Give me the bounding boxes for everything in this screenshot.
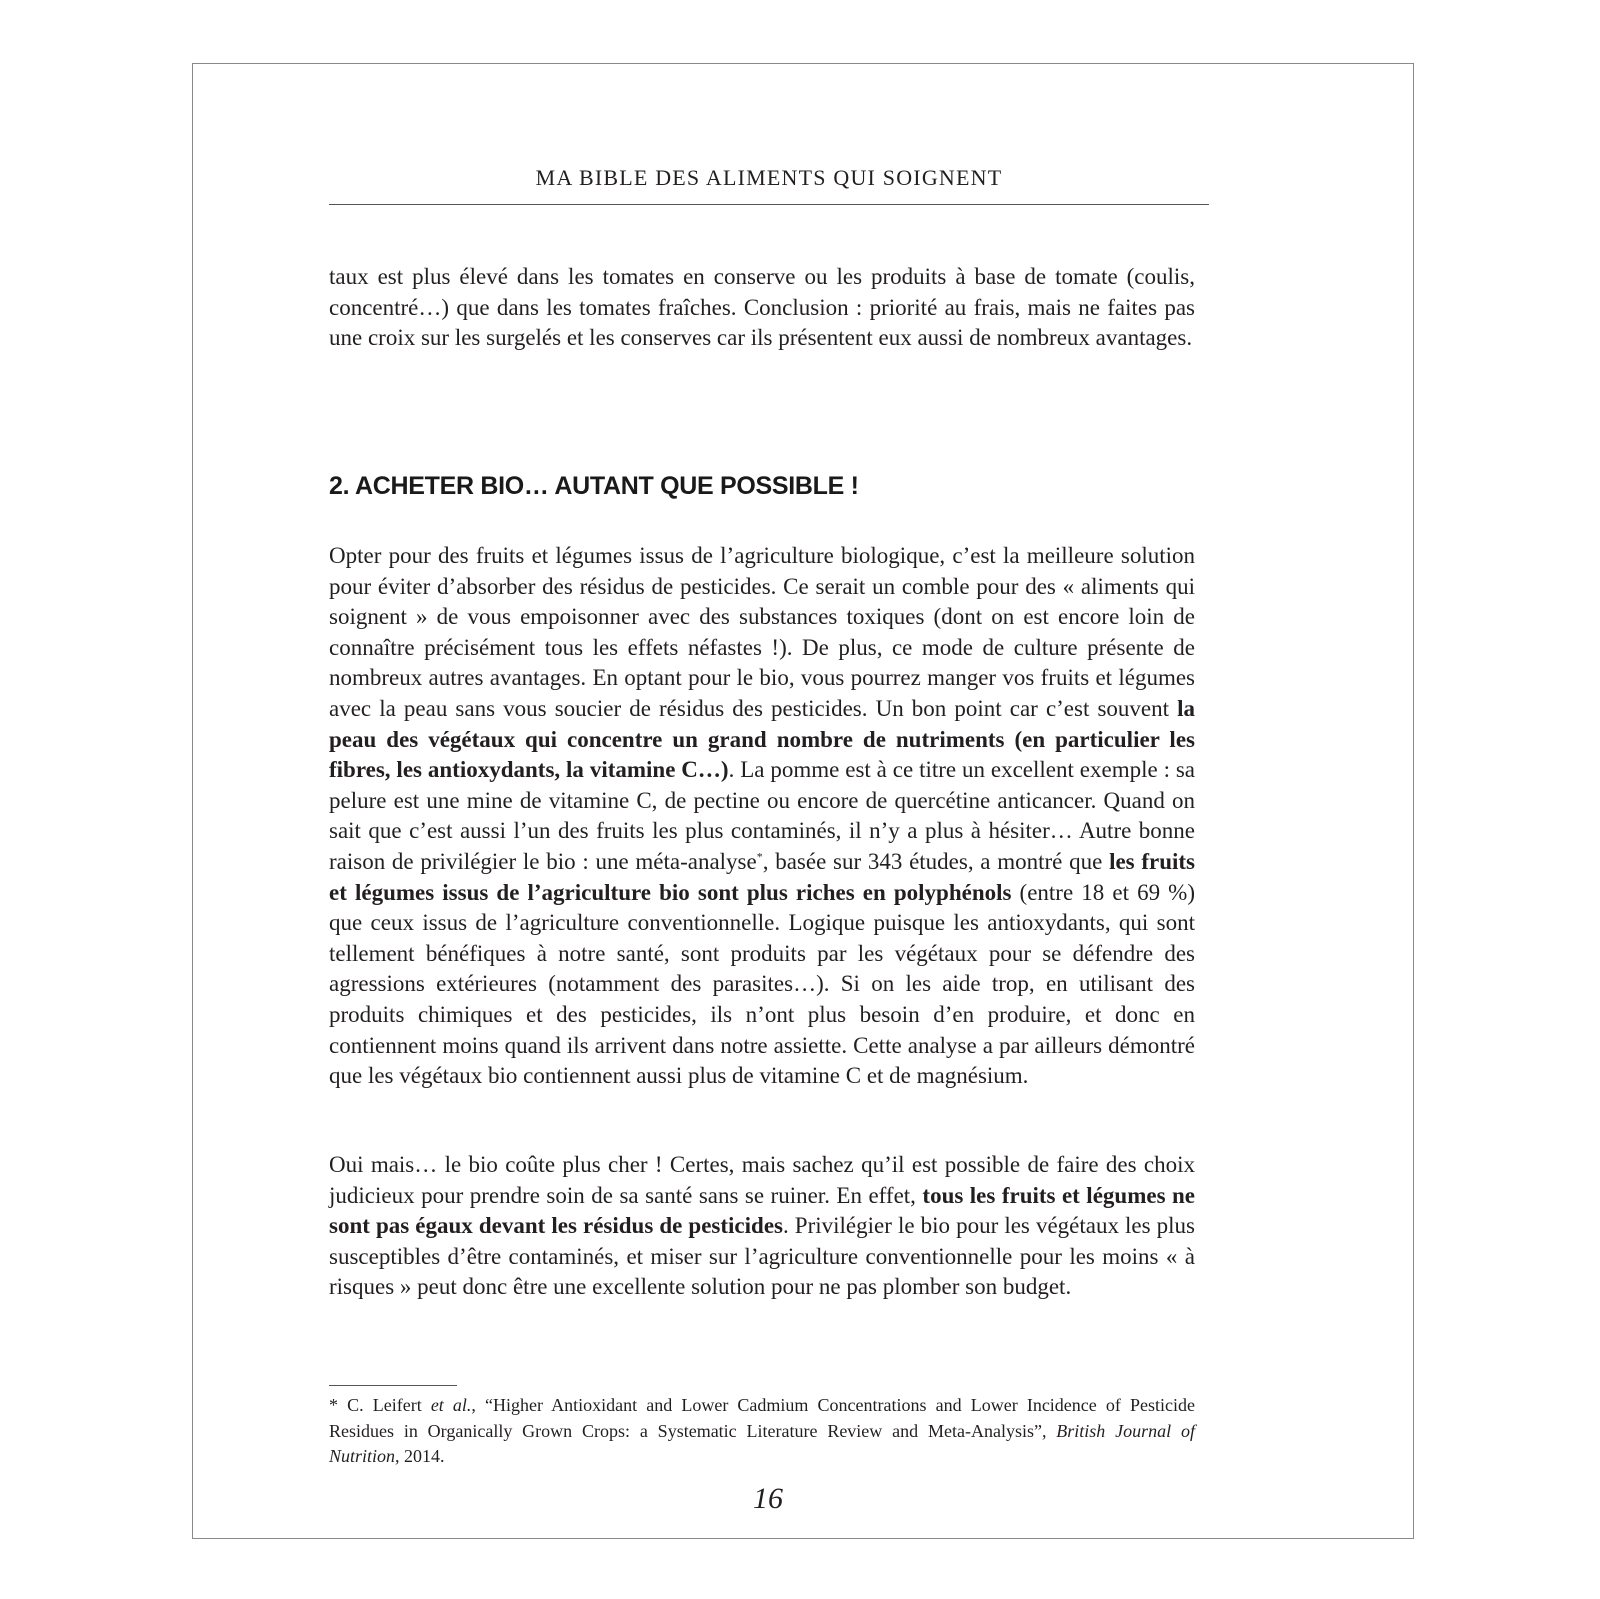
header-rule bbox=[329, 204, 1209, 205]
footnote-rule bbox=[329, 1385, 457, 1386]
main-paragraph bbox=[329, 541, 1195, 1092]
second-text-a: Oui mais… le bio coûte plus cher ! Certes, mais sachez qu’il est possible de faire des choix judicieux pour prendre soin de sa santé sans se ruiner. En effet, bbox=[329, 1152, 1195, 1208]
footnote-italic-etal: et al. bbox=[430, 1395, 472, 1415]
footnote-text-a: * C. Leifert bbox=[329, 1395, 431, 1415]
second-paragraph bbox=[329, 1150, 1195, 1303]
main-text-a: Opter pour des fruits et légumes issus de l’agriculture biologique, c’est la meilleure solution pour éviter d’absorber des résidus de pesticides. Ce serait un comble pour des « aliments qui soignent » de vous empoisonner avec des substances toxiques (dont on est encore loin de connaître précisément tous les effets néfastes !). De plus, ce mode de culture présente de nombreux autres avantages. En optant pour le bio, vous pourrez manger vos fruits et légumes avec la peau sans vous soucier de résidus des pesticides. Un bon point car c’est souvent bbox=[329, 543, 1195, 721]
main-bold-polyphenols: les fruits et légumes issus de l’agriculture bio sont plus riches en polyphénols bbox=[329, 848, 1195, 905]
footnote-marker: * bbox=[756, 849, 763, 864]
main-text-f: (entre 18 et 69 %) que ceux issus de l’agriculture conventionnelle. Logique puisque les antioxydants, qui sont tellement bénéfiques à notre santé, sont produits par les végétaux pour se défendre des agressions extérieures (notamment des parasites…). Si on les aide trop, en utilisant des produits chimiques et des pesticides, ils n’ont plus besoin d’en produire, et donc en contiennent moins quand ils arrivent dans notre assiette. Cette analyse a par ailleurs démontré que les végétaux bio contiennent aussi plus de vitamine C et de magnésium. bbox=[329, 879, 1195, 1089]
intro-paragraph: taux est plus élevé dans les tomates en conserve ou les produits à base de tomate (coulis, concentré…) que dans les tomates fraîches. Conclusion : priorité au frais, mais ne faites pas une croix sur les surgelés et les conserves car ils présentent eux aussi de nombreux avantages. bbox=[329, 264, 1195, 351]
running-header: MA BIBLE DES ALIMENTS QUI SOIGNENT bbox=[535, 165, 1003, 190]
section-heading: 2. ACHETER BIO… AUTANT QUE POSSIBLE ! bbox=[329, 472, 859, 500]
second-bold-residus: tous les fruits et légumes ne sont pas égaux devant les résidus de pesticides bbox=[329, 1182, 1196, 1239]
main-bold-peau: la peau des végétaux qui concentre un grand nombre de nutriments (en particulier les fibres, les antioxydants, la vitamine C…) bbox=[329, 695, 1195, 783]
main-text-c: . La pomme est à ce titre un excellent exemple : sa pelure est une mine de vitamine C, de pectine ou encore de quercétine anticancer. Quand on sait que c’est aussi l’un des fruits les plus contaminés, il n’y a plus à hésiter… Autre bonne raison de privilégier le bio : une méta-analyse bbox=[329, 757, 1196, 874]
footnote-italic-journal: British Journal of Nutrition bbox=[329, 1420, 1195, 1466]
main-text-d: , basée sur 343 études, a montré que bbox=[762, 848, 1110, 874]
footnote-text-e: , 2014. bbox=[395, 1446, 445, 1466]
page-number: 16 bbox=[753, 1482, 783, 1515]
second-text-c: . Privilégier le bio pour les végétaux les plus susceptibles d’être contaminés, et miser sur l’agriculture conventionnelle pour les moins « à risques » peut donc être une excellente solution pour ne pas plomber son budget. bbox=[329, 1213, 1195, 1300]
footnote bbox=[329, 1393, 1195, 1470]
footnote-text-c: , “Higher Antioxidant and Lower Cadmium Concentrations and Lower Incidence of Pesticide Residues in Organically Grown Crops: a Systematic Literature Review and Meta-Analysis”, bbox=[329, 1395, 1195, 1441]
